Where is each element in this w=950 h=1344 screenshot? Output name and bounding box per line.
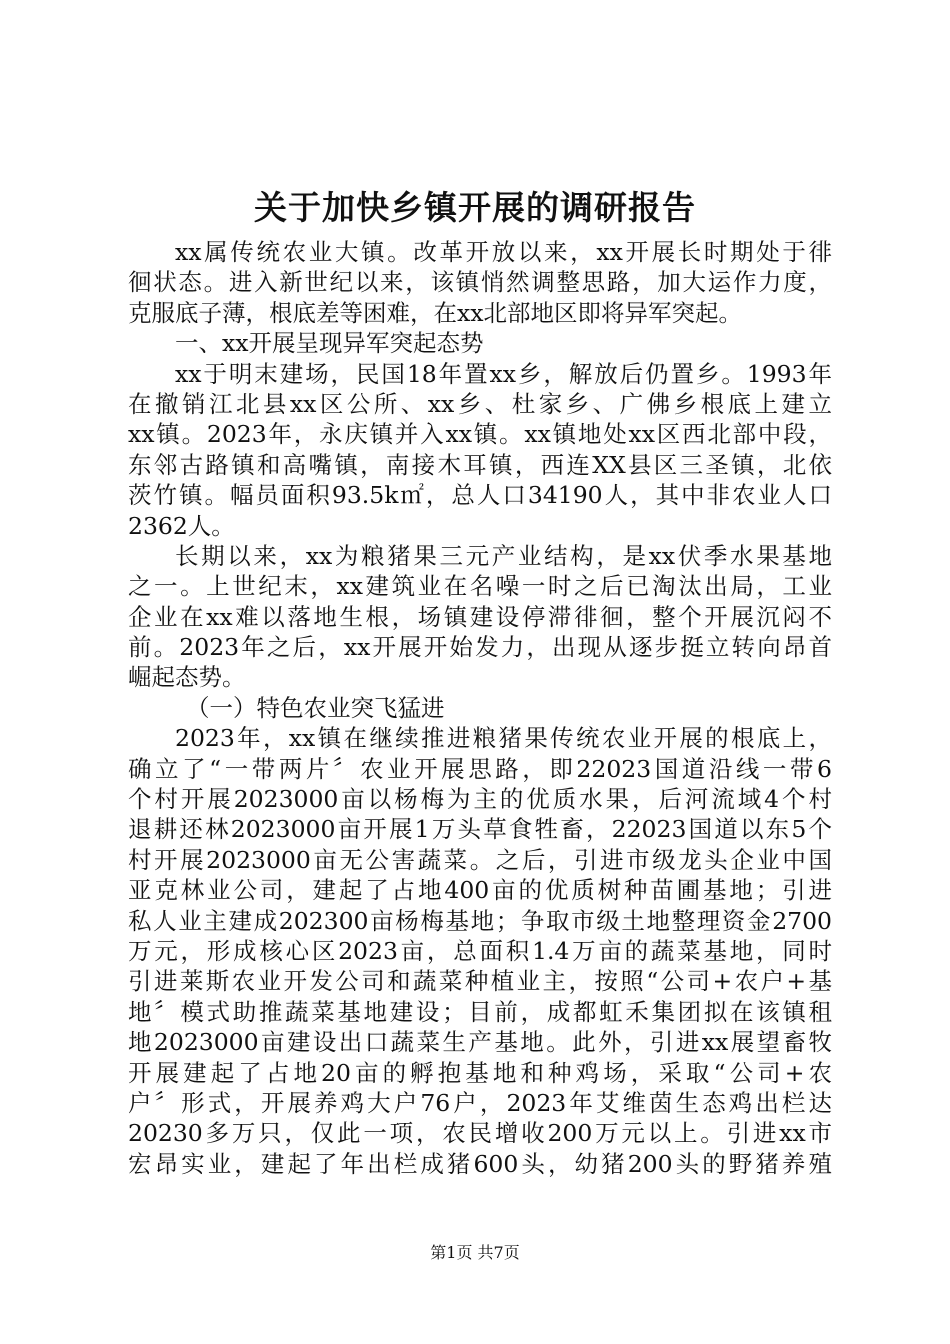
text-line: 前。2023年之后，xx开展开始发力，出现从逐步挺立转向昂首 [128,633,832,662]
text-line: 长期以来，xx为粮猪果三元产业结构，是xx伏季水果基地 [175,541,832,570]
page-footer: 第1页 共7页 [430,1243,520,1262]
text-line: 徊状态。进入新世纪以来，该镇悄然调整思路，加大运作力度， [128,268,832,297]
text-line: 退耕还林2023000亩开展1万头草食牲畜，22023国道以东5个 [128,815,832,844]
text-line: 企业在xx难以落地生根，场镇建设停滞徘徊，整个开展沉闷不 [128,602,832,631]
section-heading: 一、xx开展呈现异军突起态势 [175,329,484,358]
text-line: 亚克林业公司，建起了占地400亩的优质树种苗圃基地；引进 [128,876,832,905]
text-line: 私人业主建成202300亩杨梅基地；争取市级土地整理资金2700 [128,906,832,935]
document-body [128,237,832,1179]
text-line: 崛起态势。 [128,663,246,692]
subsection-heading: （一）特色农业突飞猛进 [186,693,445,722]
text-line: xx属传统农业大镇。改革开放以来，xx开展长时期处于徘 [175,238,832,266]
text-line: 2023年，xx镇在继续推进粮猪果传统农业开展的根底上， [175,724,832,753]
document-title: 关于加快乡镇开展的调研报告 [254,188,696,227]
text-line: 2362人。 [128,511,235,540]
text-line: 茨竹镇。幅员面积93.5k㎡，总人口34190人，其中非农业人口 [128,481,832,510]
text-line: 万元，形成核心区2023亩，总面积1.4万亩的蔬菜基地，同时 [128,936,832,965]
text-line: 个村开展2023000亩以杨梅为主的优质水果，后河流域4个村 [128,785,832,814]
text-line: 开展建起了占地20亩的孵抱基地和种鸡场，采取“公司+农 [128,1058,832,1087]
text-line: 克服底子薄，根底差等困难，在xx北部地区即将异军突起。 [128,298,743,327]
text-line: 地2023000亩建设出口蔬菜生产基地。此外，引进xx展望畜牧 [128,1028,832,1057]
text-line: 之一。上世纪末，xx建筑业在名噪一时之后已淘汰出局，工业 [128,572,832,601]
text-line: 户〞形式，开展养鸡大户76户，2023年艾维茵生态鸡出栏达 [128,1088,832,1117]
text-line: xx于明末建场，民国18年置xx乡，解放后仍置乡。1993年 [175,359,832,388]
text-line: 地〞模式助推蔬菜基地建设；目前，成都虹禾集团拟在该镇租 [128,997,832,1026]
text-line: 东邻古路镇和高嘴镇，南接木耳镇，西连XX县区三圣镇，北依 [128,450,832,479]
text-line: 20230多万只，仅此一项，农民增收200万元以上。引进xx市 [128,1119,832,1148]
text-line: xx镇。2023年，永庆镇并入xx镇。xx镇地处xx区西北部中段， [128,420,832,449]
text-line: 宏昂实业，建起了年出栏成猪600头，幼猪200头的野猪养殖 [128,1149,832,1178]
text-line: 在撤销江北县xx区公所、xx乡、杜家乡、广佛乡根底上建立 [128,389,832,418]
text-line: 引进莱斯农业开发公司和蔬菜种植业主，按照“公司+农户+基 [128,967,832,996]
text-line: 村开展2023000亩无公害蔬菜。之后，引进市级龙头企业中国 [128,845,832,874]
text-line: 确立了“一带两片〞农业开展思路，即22023国道沿线一带6 [128,754,832,783]
